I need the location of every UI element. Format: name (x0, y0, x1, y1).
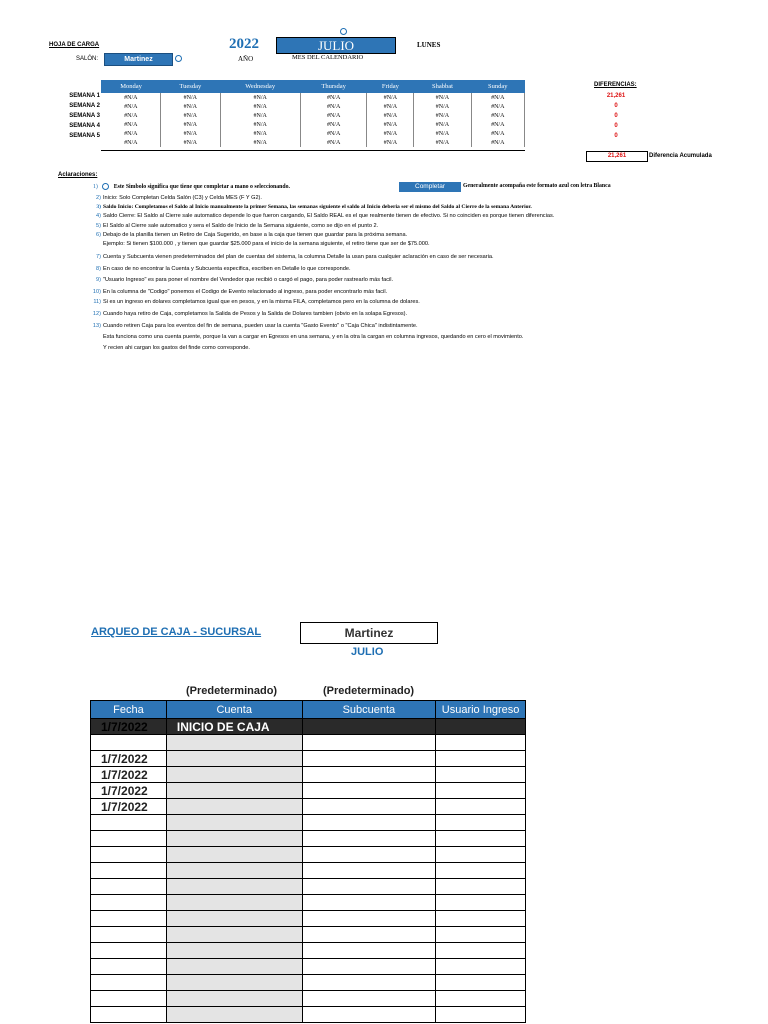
arqueo-row (91, 783, 526, 799)
cell-subcuenta[interactable] (302, 911, 436, 927)
cell-subcuenta[interactable] (302, 735, 436, 751)
accumulated-difference-label: Diferencia Acumulada (649, 153, 712, 159)
arqueo-row (91, 815, 526, 831)
edit-marker-icon (340, 28, 347, 35)
week-cell: #N/A (300, 129, 367, 138)
note-item (88, 241, 430, 247)
cell-usuario[interactable] (436, 895, 526, 911)
arqueo-row (91, 911, 526, 927)
cell-usuario[interactable] (436, 815, 526, 831)
difference-value: 0 (614, 113, 618, 119)
note-text: Ejemplo: Si tienen $100.000 , y tienen que guardar $25.000 para el inicio de la semana siguiente, el retiro tiene que ser de $75.000. (103, 241, 430, 247)
note-text: "Usuario Ingreso" es para poner el nombre del Vendedor que recibió o cargó el pago, para poder rastrearlo más facil. (103, 277, 394, 283)
cell-usuario[interactable] (436, 1007, 526, 1023)
week-cell: #N/A (300, 138, 367, 147)
cell-usuario[interactable] (436, 959, 526, 975)
note-number: 7) (96, 254, 101, 260)
cell-subcuenta[interactable] (302, 991, 436, 1007)
arqueo-salon-box: Martinez (300, 622, 438, 644)
week-cell: #N/A (161, 93, 220, 103)
arqueo-row (91, 751, 526, 767)
note-text: El Saldo al Cierre sale automatico y sera el Saldo de Inicio de la Semana siguiente, como se dijo en el punto 2. (103, 223, 379, 229)
cell-fecha[interactable] (91, 911, 167, 927)
cell-cuenta[interactable] (166, 751, 302, 767)
note-number: 11) (93, 299, 101, 305)
cell-subcuenta[interactable] (302, 975, 436, 991)
week-cell: #N/A (220, 129, 300, 138)
col-header-cuenta: Cuenta (166, 701, 302, 719)
cell-usuario[interactable] (436, 943, 526, 959)
arqueo-row (91, 847, 526, 863)
cell-fecha[interactable] (91, 895, 167, 911)
note-text: Cuenta y Subcuenta vienen predeterminados del plan de cuentas del sistema, la columna Detalle la usan para cualquier aclaración en caso de ser necesaria. (103, 254, 494, 260)
week-cell: #N/A (471, 129, 524, 138)
col-header: Wednesday (220, 81, 300, 93)
week-cell: #N/A (300, 102, 367, 111)
col-header: Thursday (300, 81, 367, 93)
cell-cuenta[interactable] (166, 831, 302, 847)
weekly-header-row (102, 81, 525, 93)
week-cell: #N/A (367, 129, 414, 138)
week-label: SEMANA 1 (69, 93, 100, 99)
complete-sample-button: Completar (399, 182, 461, 192)
week-cell: #N/A (471, 111, 524, 120)
cell-subcuenta[interactable] (302, 943, 436, 959)
week-cell: #N/A (414, 120, 471, 129)
note-item (88, 223, 378, 229)
col-header: Friday (367, 81, 414, 93)
note-item (88, 311, 407, 317)
week-cell: #N/A (220, 138, 300, 147)
cell-subcuenta[interactable] (302, 719, 436, 735)
note-text: En caso de no encontrar la Cuenta y Subcuenta especifica, escriben en Detalle lo que corresponde. (103, 266, 351, 272)
cell-cuenta[interactable] (166, 879, 302, 895)
cell-cuenta[interactable] (166, 863, 302, 879)
note-text: Y recien ahi cargan los gastos del finde como corresponde. (103, 345, 250, 351)
cell-cuenta[interactable] (166, 975, 302, 991)
week-cell: #N/A (300, 120, 367, 129)
cell-cuenta[interactable] (166, 991, 302, 1007)
week-cell: #N/A (300, 111, 367, 120)
arqueo-row (91, 831, 526, 847)
week-row (102, 129, 525, 138)
cell-fecha[interactable] (91, 1007, 167, 1023)
arqueo-title: ARQUEO DE CAJA - SUCURSAL (91, 626, 262, 638)
year-value[interactable]: 2022 (229, 36, 259, 52)
week-cell: #N/A (367, 93, 414, 103)
cell-cuenta[interactable] (166, 927, 302, 943)
cell-fecha[interactable] (91, 831, 167, 847)
note-number: 9) (96, 277, 101, 283)
difference-value: 0 (614, 133, 618, 139)
cell-cuenta[interactable] (166, 1007, 302, 1023)
arqueo-row (91, 767, 526, 783)
week-row (102, 120, 525, 129)
cell-usuario[interactable] (436, 783, 526, 799)
cell-subcuenta[interactable] (302, 959, 436, 975)
cell-fecha[interactable] (91, 975, 167, 991)
day-label: LUNES (417, 41, 441, 49)
cell-cuenta[interactable] (166, 767, 302, 783)
week-label: SEMANA 4 (69, 123, 100, 129)
month-select[interactable]: JULIO (276, 37, 396, 54)
arqueo-row (91, 895, 526, 911)
arqueo-row (91, 991, 526, 1007)
cell-subcuenta[interactable] (302, 799, 436, 815)
cell-subcuenta[interactable] (302, 831, 436, 847)
week-cell: #N/A (220, 120, 300, 129)
note-number: 6) (96, 232, 101, 238)
note-text: Saldo Cierre: El Saldo al Cierre sale automatico depende lo que fueron cargando, El Saldo REAL es el que realmente tienen de efectivo. Si no coinciden es porque tienen diferencias. (103, 213, 555, 219)
week-cell: #N/A (102, 129, 161, 138)
week-cell: #N/A (102, 120, 161, 129)
week-label: SEMANA 5 (69, 133, 100, 139)
arqueo-row (91, 799, 526, 815)
cell-usuario[interactable] (436, 879, 526, 895)
week-labels (44, 93, 100, 143)
week-row (102, 138, 525, 147)
note-text: Debajo de la planilla tienen un Retiro de Caja Sugerido, en base a la caja que tienen que guardar para la próxima semana. (103, 232, 408, 238)
differences-title: DIFERENCIAS: (594, 82, 637, 88)
cell-fecha[interactable]: 1/7/2022 (91, 799, 167, 815)
note-1 (93, 183, 290, 190)
salon-edit-icon (175, 55, 182, 62)
week-cell: #N/A (102, 138, 161, 147)
salon-select[interactable]: Martinez (104, 53, 173, 66)
cell-cuenta[interactable] (166, 847, 302, 863)
cell-usuario[interactable] (436, 847, 526, 863)
week-cell: #N/A (102, 93, 161, 103)
col-header: Sunday (471, 81, 524, 93)
note-item (88, 334, 523, 340)
edit-symbol-icon (102, 183, 109, 190)
arqueo-row (91, 735, 526, 751)
year-caption: AÑO (238, 55, 254, 63)
cell-fecha[interactable] (91, 959, 167, 975)
note-item (88, 299, 420, 305)
week-cell: #N/A (161, 120, 220, 129)
accumulated-difference-value: 21,261 (586, 151, 648, 162)
note-item (88, 345, 250, 351)
notes-title: Aclaraciones: (58, 172, 98, 178)
week-cell: #N/A (414, 129, 471, 138)
arqueo-row (91, 927, 526, 943)
cell-fecha[interactable] (91, 879, 167, 895)
note-1-continued: Generalmente acompaña este formato azul con letra Blanca (463, 183, 611, 189)
week-cell: #N/A (220, 102, 300, 111)
cell-subcuenta[interactable] (302, 751, 436, 767)
cell-usuario[interactable] (436, 863, 526, 879)
week-cell: #N/A (102, 102, 161, 111)
week-cell: #N/A (161, 102, 220, 111)
note-number: 5) (96, 223, 101, 229)
note-text: Cuando retiren Caja para los eventos del fin de semana, pueden usar la cuenta "Gasto Evento" o "Caja Chica" indistintamente. (103, 323, 418, 329)
salon-label: SALÓN: (76, 56, 99, 62)
cell-cuenta[interactable] (166, 815, 302, 831)
difference-value: 21,261 (606, 93, 626, 99)
note-number: 1) (93, 183, 98, 190)
week-label: SEMANA 2 (69, 103, 100, 109)
cell-fecha[interactable]: 1/7/2022 (91, 719, 167, 735)
col-header-usuario: Usuario Ingreso (436, 701, 526, 719)
cell-fecha[interactable] (91, 991, 167, 1007)
opening-row (91, 719, 526, 735)
cell-subcuenta[interactable] (302, 783, 436, 799)
week-cell: #N/A (367, 111, 414, 120)
week-cell: #N/A (220, 93, 300, 103)
note-item (88, 213, 554, 219)
note-item (88, 277, 393, 283)
cell-cuenta[interactable] (166, 943, 302, 959)
note-number: 8) (96, 266, 101, 272)
predeterminado-label-subcuenta: (Predeterminado) (323, 685, 415, 697)
week-row (102, 93, 525, 103)
week-cell: #N/A (220, 111, 300, 120)
col-header: Tuesday (161, 81, 220, 93)
note-text: Este Simbolo significa que tiene que completar a mano o seleccionando. (113, 183, 290, 190)
cell-subcuenta[interactable] (302, 927, 436, 943)
week-label: SEMANA 3 (69, 113, 100, 119)
cell-fecha[interactable] (91, 735, 167, 751)
arqueo-row (91, 863, 526, 879)
note-number: 10) (92, 289, 101, 295)
cell-fecha[interactable]: 1/7/2022 (91, 751, 167, 767)
arqueo-month: JULIO (351, 646, 384, 658)
note-item (88, 323, 418, 329)
cell-usuario[interactable] (436, 927, 526, 943)
note-text: Si es un ingreso en dolares completamos igual que en pesos, y en la misma FILA, completamos pero en la columna de dolares. (103, 299, 420, 305)
week-table-bottom-border (101, 150, 525, 151)
note-item (88, 289, 387, 295)
note-item (88, 195, 262, 201)
col-header-fecha: Fecha (91, 701, 167, 719)
note-number: 4) (96, 213, 101, 219)
note-number: 12) (92, 311, 101, 317)
differences-list (586, 93, 646, 143)
cell-cuenta[interactable] (166, 799, 302, 815)
cell-usuario[interactable] (436, 751, 526, 767)
note-number: 2) (96, 195, 101, 201)
note-item (88, 254, 494, 260)
cell-fecha[interactable] (91, 815, 167, 831)
week-cell: #N/A (414, 93, 471, 103)
note-text: Saldo Inicio: Completamos el Saldo al Inicio manualmente la primer Semana, las semanas siguiente el saldo al Inicio deberia ser el mismo del Saldo al Cierre de la semana Anterior. (103, 204, 532, 210)
arqueo-row (91, 1007, 526, 1023)
week-cell: #N/A (414, 102, 471, 111)
week-cell: #N/A (300, 93, 367, 103)
arqueo-row (91, 959, 526, 975)
cell-usuario[interactable] (436, 991, 526, 1007)
col-header: Shabbat (414, 81, 471, 93)
week-row (102, 102, 525, 111)
predeterminado-label-cuenta: (Predeterminado) (186, 685, 278, 697)
cell-subcuenta[interactable] (302, 847, 436, 863)
cell-cuenta[interactable]: INICIO DE CAJA (166, 719, 302, 735)
week-cell: #N/A (414, 111, 471, 120)
cell-fecha[interactable] (91, 927, 167, 943)
note-text: En la columna de "Codigo" ponemos el Codigo de Evento relacionado al ingreso, para poder encontrarlo más facil. (103, 289, 388, 295)
week-cell: #N/A (161, 138, 220, 147)
cell-fecha[interactable] (91, 847, 167, 863)
week-cell: #N/A (414, 138, 471, 147)
month-caption: MES DEL CALENDARIO (292, 54, 364, 61)
cell-fecha[interactable]: 1/7/2022 (91, 767, 167, 783)
note-text: Esta funciona como una cuenta puente, porque la van a cargar en Egresos en una semana, y en la otra la cargan en columna ingresos, quedando en cero el movimiento. (103, 334, 524, 340)
arqueo-header-row (91, 701, 526, 719)
arqueo-table (90, 700, 526, 1023)
cell-usuario[interactable] (436, 975, 526, 991)
cell-usuario[interactable] (436, 911, 526, 927)
cell-cuenta[interactable] (166, 959, 302, 975)
note-text: Inicio: Solo Completan Celda Salón (C3) y Celda MES (F Y G2). (103, 195, 262, 201)
week-cell: #N/A (471, 93, 524, 103)
arqueo-row (91, 975, 526, 991)
col-header-subcuenta: Subcuenta (302, 701, 436, 719)
week-cell: #N/A (471, 102, 524, 111)
cell-cuenta[interactable] (166, 895, 302, 911)
cell-cuenta[interactable] (166, 783, 302, 799)
cell-usuario[interactable] (436, 831, 526, 847)
cell-subcuenta[interactable] (302, 1007, 436, 1023)
weekly-summary-table (101, 80, 525, 147)
week-cell: #N/A (102, 111, 161, 120)
note-item (88, 232, 407, 238)
arqueo-row (91, 943, 526, 959)
difference-value: 0 (614, 123, 618, 129)
week-cell: #N/A (161, 111, 220, 120)
arqueo-row (91, 879, 526, 895)
week-cell: #N/A (367, 138, 414, 147)
cell-usuario[interactable] (436, 719, 526, 735)
week-cell: #N/A (161, 129, 220, 138)
week-cell: #N/A (471, 120, 524, 129)
cell-subcuenta[interactable] (302, 879, 436, 895)
cell-subcuenta[interactable] (302, 767, 436, 783)
cell-fecha[interactable] (91, 863, 167, 879)
cell-usuario[interactable] (436, 735, 526, 751)
note-item (88, 266, 351, 272)
note-number: 13) (92, 323, 101, 329)
cell-subcuenta[interactable] (302, 863, 436, 879)
week-cell: #N/A (367, 102, 414, 111)
note-text: Cuando haya retiro de Caja, completamos la Salida de Pesos y la Salida de Dolares tambien (obvio en la solapa Egresos). (103, 311, 408, 317)
sheet-label: HOJA DE CARGA (49, 42, 100, 48)
note-number: 3) (96, 204, 101, 210)
week-cell: #N/A (367, 120, 414, 129)
week-row (102, 111, 525, 120)
cell-cuenta[interactable] (166, 735, 302, 751)
cell-usuario[interactable] (436, 799, 526, 815)
note-item (88, 204, 532, 210)
cell-subcuenta[interactable] (302, 815, 436, 831)
cell-cuenta[interactable] (166, 911, 302, 927)
cell-usuario[interactable] (436, 767, 526, 783)
cell-fecha[interactable]: 1/7/2022 (91, 783, 167, 799)
week-cell: #N/A (471, 138, 524, 147)
col-header: Monday (102, 81, 161, 93)
cell-fecha[interactable] (91, 943, 167, 959)
difference-value: 0 (614, 103, 618, 109)
cell-subcuenta[interactable] (302, 895, 436, 911)
